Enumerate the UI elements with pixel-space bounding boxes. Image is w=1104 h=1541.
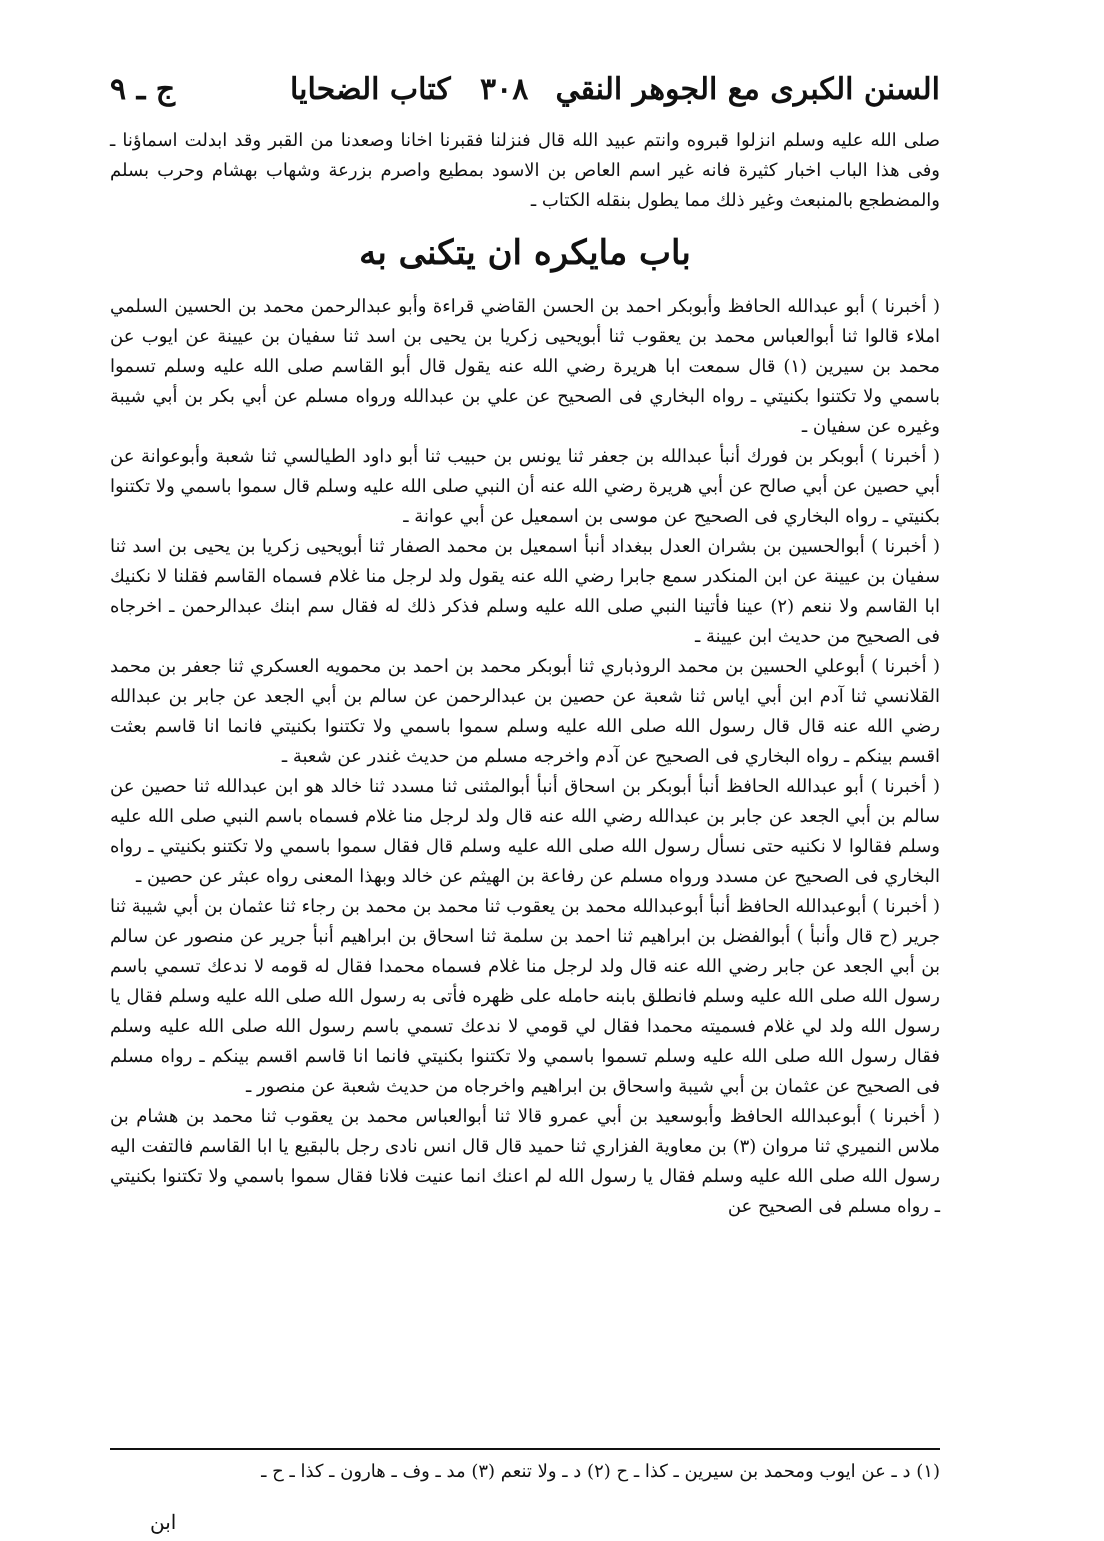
paragraph: صلى الله عليه وسلم انزلوا قبروه وانتم عبيد الله قال فنزلنا فقبرنا اخانا وصعدنا من القبر وقد ابدلت اسماؤنا ـ وفى هذا الباب اخبار كثيرة فانه غير اسم العاص بن الاسود بمطيع واصرم بزرعة وشهاب بهشام وحرب بسلم والمضطجع بالمنبعث وغير ذلك مما يطول بنقله الكتاب ـ <box>110 130 940 211</box>
footnotes: (١) د ـ عن ايوب ومحمد بن سيرين ـ كذا ـ ح (٢) د ـ ولا تنعم (٣) مد ـ وف ـ هارون ـ كذا ـ ح ـ <box>261 1461 940 1482</box>
paragraph: ( أخبرنا ) أبو عبدالله الحافظ وأبوبكر احمد بن الحسن القاضي قراءة وأبو عبدالرحمن محمد بن الحسين السلمي املاء قالوا ثنا أبوالعباس محمد بن يعقوب ثنا أبويحيى زكريا بن يحيى بن اسد ثنا سفيان بن عيينة عن ايوب عن محمد بن سيرين (١) قال سمعت ابا هريرة رضي الله عنه يقول قال أبو القاسم صلى الله عليه وسلم تسموا باسمي ولا تكتنوا بكنيتي ـ رواه البخاري فى الصحيح عن علي بن عبدالله ورواه مسلم عن أبي بكر بن أبي شيبة وغيره عن سفيان ـ <box>110 296 941 437</box>
paragraph: ( أخبرنا ) أبوعلي الحسين بن محمد الروذباري ثنا أبوبكر محمد بن احمد بن محمويه العسكري ثنا جعفر بن محمد القلانسي ثنا آدم ابن أبي اياس ثنا شعبة عن حصين بن عبدالرحمن عن سالم بن أبي الجعد عن جابر بن عبدالله رضي الله عنه قال قال رسول الله صلى الله عليه وسلم سموا باسمي ولا تكتنوا بكنيتي فانما انا قاسم بعثت اقسم بينكم ـ رواه البخاري فى الصحيح عن آدم واخرجه مسلم من حديث غندر عن شعبة ـ <box>110 656 940 767</box>
main-text <box>110 126 940 1222</box>
paragraph: ( أخبرنا ) أبوعبدالله الحافظ أنبأ أبوعبدالله محمد بن يعقوب ثنا محمد بن محمد بن رجاء ثنا عثمان بن أبي شيبة ثنا جرير (ح قال وأنبأ ) أبوالفضل بن ابراهيم ثنا احمد بن سلمة ثنا اسحاق بن ابراهيم أنبأ جرير عن منصور عن سالم بن أبي الجعد عن جابر رضي الله عنه قال ولد لرجل منا غلام فسماه محمدا فقال له قومه لا ندعك تسمي باسم رسول الله صلى الله عليه وسلم فانطلق بابنه حامله على ظهره فأتى به رسول الله صلى الله عليه وسلم فقال يا رسول الله ولد لي غلام فسميته محمدا فقال لي قومي لا ندعك تسمي باسم رسول الله صلى الله عليه وسلم فقال رسول الله صلى الله عليه وسلم تسموا باسمي ولا تكتنوا بكنيتي فانما انا قاسم اقسم بينكم ـ رواه مسلم فى الصحيح عن عثمان بن أبي شيبة واسحاق بن ابراهيم واخرجاه من حديث شعبة عن منصور ـ <box>110 896 940 1097</box>
page-header <box>110 72 940 122</box>
paragraph: ( أخبرنا ) أبوبكر بن فورك أنبأ عبدالله بن جعفر ثنا يونس بن حبيب ثنا أبو داود الطيالسي ثنا شعبة وأبوعوانة عن أبي حصين عن أبي صالح عن أبي هريرة رضي الله عنه أن النبي صلى الله عليه وسلم قال سموا باسمي ولا تكتنوا بكنيتي ـ رواه البخاري فى الصحيح عن موسى بن اسمعيل عن أبي عوانة ـ <box>110 446 940 527</box>
paragraph: ( أخبرنا ) أبوالحسين بن بشران العدل ببغداد أنبأ اسمعيل بن محمد الصفار ثنا أبويحيى زكريا بن يحيى بن اسد ثنا سفيان بن عيينة عن ابن المنكدر سمع جابرا رضي الله عنه يقول ولد لرجل منا غلام فسماه القاسم فقلنا لا نكنيك ابا القاسم ولا ننعم (٢) عينا فأتينا النبي صلى الله عليه وسلم فذكر ذلك له فقال سم ابنك عبدالرحمن ـ اخرجاه فى الصحيح من حديث ابن عيينة ـ <box>110 536 940 647</box>
catchword: ابن <box>150 1510 177 1534</box>
page-number: ٣٠٨ <box>480 72 529 107</box>
footnote-divider <box>110 1448 940 1450</box>
book-title: السنن الكبرى مع الجوهر النقي <box>555 72 940 107</box>
section-heading: باب مايكره ان يتكنى به <box>359 233 691 273</box>
volume-number: ج ـ ٩ <box>110 72 176 107</box>
paragraph: ( أخبرنا ) أبو عبدالله الحافظ أنبأ أبوبكر بن اسحاق أنبأ أبوالمثنى ثنا مسدد ثنا خالد هو ابن عبدالله ثنا حصين عن سالم بن أبي الجعد عن جابر بن عبدالله رضي الله عنه قال ولد لرجل منا غلام فسماه باسم النبي صلى الله عليه وسلم فقالوا لا نكنيه حتى نسأل رسول الله صلى الله عليه وسلم قال فقال سموا باسمي ولا تكتنو بكنيتي ـ رواه البخاري فى الصحيح عن مسدد ورواه مسلم عن رفاعة بن الهيثم عن خالد وبهذا المعنى رواه عبثر عن حصين ـ <box>110 776 940 887</box>
paragraph: ( أخبرنا ) أبوعبدالله الحافظ وأبوسعيد بن أبي عمرو قالا ثنا أبوالعباس محمد بن يعقوب ثنا محمد بن هشام بن ملاس النميري ثنا مروان (٣) بن معاوية الفزاري ثنا حميد قال قال انس نادى رجل بالبقيع يا ابا القاسم فالتفت اليه رسول الله صلى الله عليه وسلم فقال يا رسول الله لم اعنك انما عنيت فلانا فقال سموا باسمي ولا تكتنوا بكنيتي ـ رواه مسلم فى الصحيح عن <box>110 1106 941 1217</box>
chapter-title: كتاب الضحايا <box>290 72 451 107</box>
